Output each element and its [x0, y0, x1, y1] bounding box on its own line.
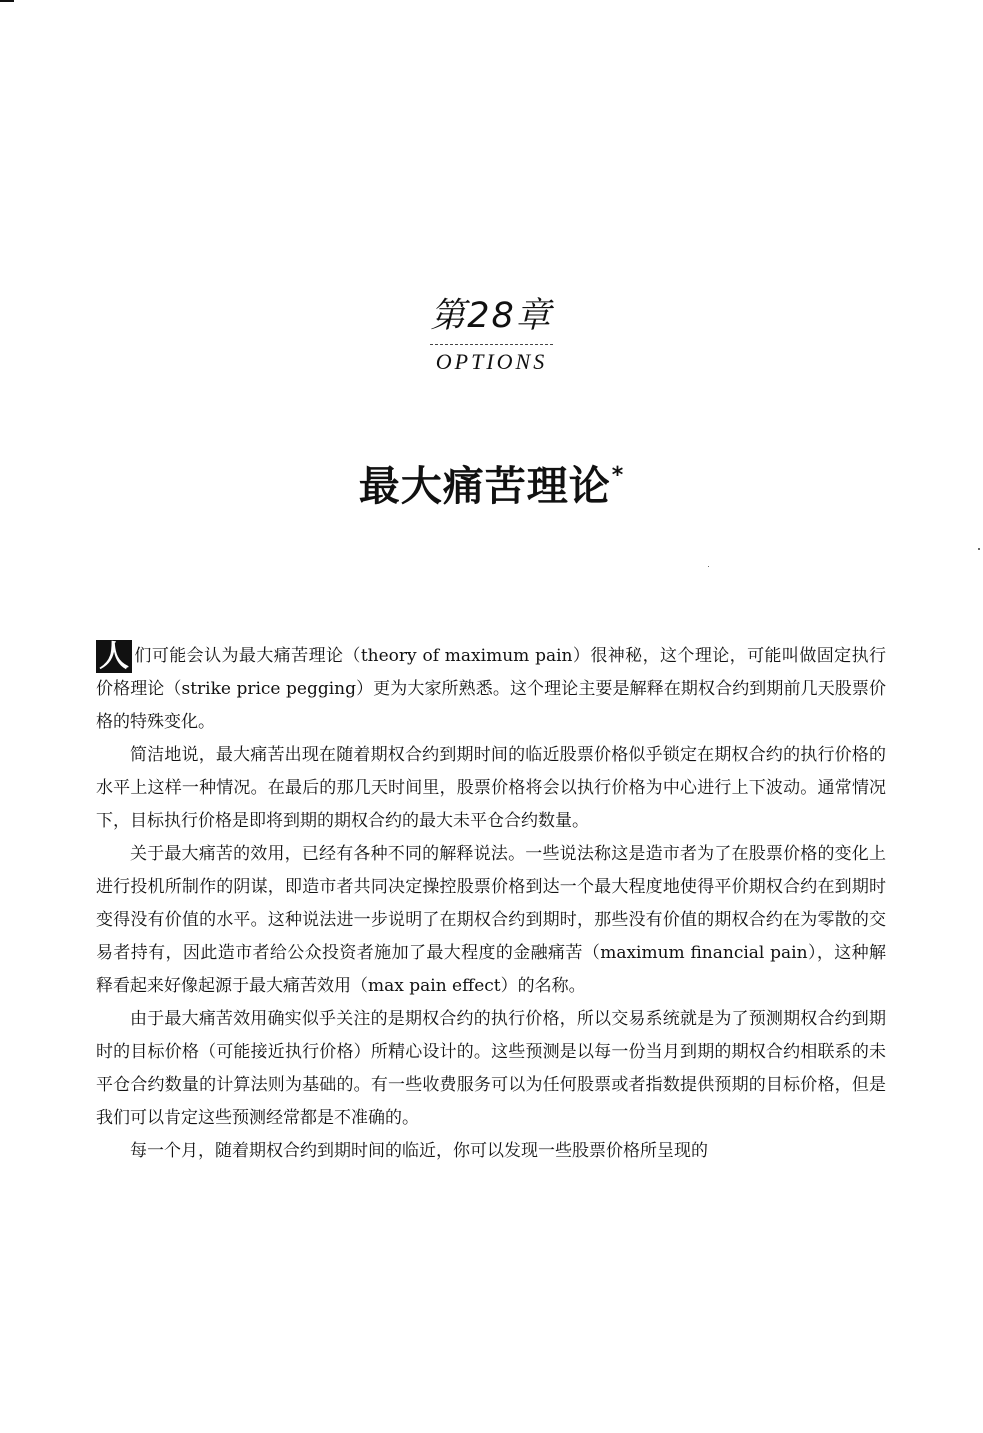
- paragraph: 由于最大痛苦效用确实似乎关注的是期权合约的执行价格，所以交易系统就是为了预测期权合约到期时的目标价格（可能接近执行价格）所精心设计的。这些预测是以每一份当月到期的期权合约相联系的未平仓合约数量的计算法则为基础的。有一些收费服务可以为任何股票或者指数提供预期的目标价格，但是我们可以肯定这些预测经常都是不准确的。: [96, 1009, 886, 1128]
- chapter-label: 第28章: [430, 292, 553, 345]
- article-title: 最大痛苦理论: [358, 462, 611, 510]
- scan-speck: [708, 566, 709, 567]
- footnote-mark: *: [611, 463, 625, 488]
- paragraph-text: 们可能会认为最大痛苦理论（theory of maximum pain）很神秘，这个理论，可能叫做固定执行价格理论（strike price pegging）更为大家所熟悉。这个理论主要是解释在期权合约到期前几天股票价格的特殊变化。: [96, 646, 886, 732]
- drop-cap: 人: [96, 640, 132, 673]
- article-title-block: [0, 446, 983, 516]
- paragraph: 简洁地说，最大痛苦出现在随着期权合约到期时间的临近股票价格似乎锁定在期权合约的执行价格的水平上这样一种情况。在最后的那几天时间里，股票价格将会以执行价格为中心进行上下波动。通常情况下，目标执行价格是即将到期的期权合约的最大未平仓合约数量。: [96, 745, 886, 831]
- scan-corner-mark: [0, 0, 14, 2]
- chapter-heading: [0, 292, 983, 377]
- paragraph: [96, 640, 886, 739]
- chapter-subtitle: OPTIONS: [435, 349, 548, 374]
- paragraph: 关于最大痛苦的效用，已经有各种不同的解释说法。一些说法称这是造市者为了在股票价格的变化上进行投机所制作的阴谋，即造市者共同决定操控股票价格到达一个最大程度地使得平价期权合约在到期时变得没有价值的水平。这种说法进一步说明了在期权合约到期时，那些没有价值的期权合约在为零散的交易者持有，因此造市者给公众投资者施加了最大程度的金融痛苦（maximum financial pain），这种解释看起来好像起源于最大痛苦效用（max pain effect）的名称。: [96, 844, 886, 996]
- paragraph: 每一个月，随着期权合约到期时间的临近，你可以发现一些股票价格所呈现的: [130, 1141, 708, 1161]
- body-text: [96, 640, 886, 1168]
- scan-speck: [978, 548, 980, 550]
